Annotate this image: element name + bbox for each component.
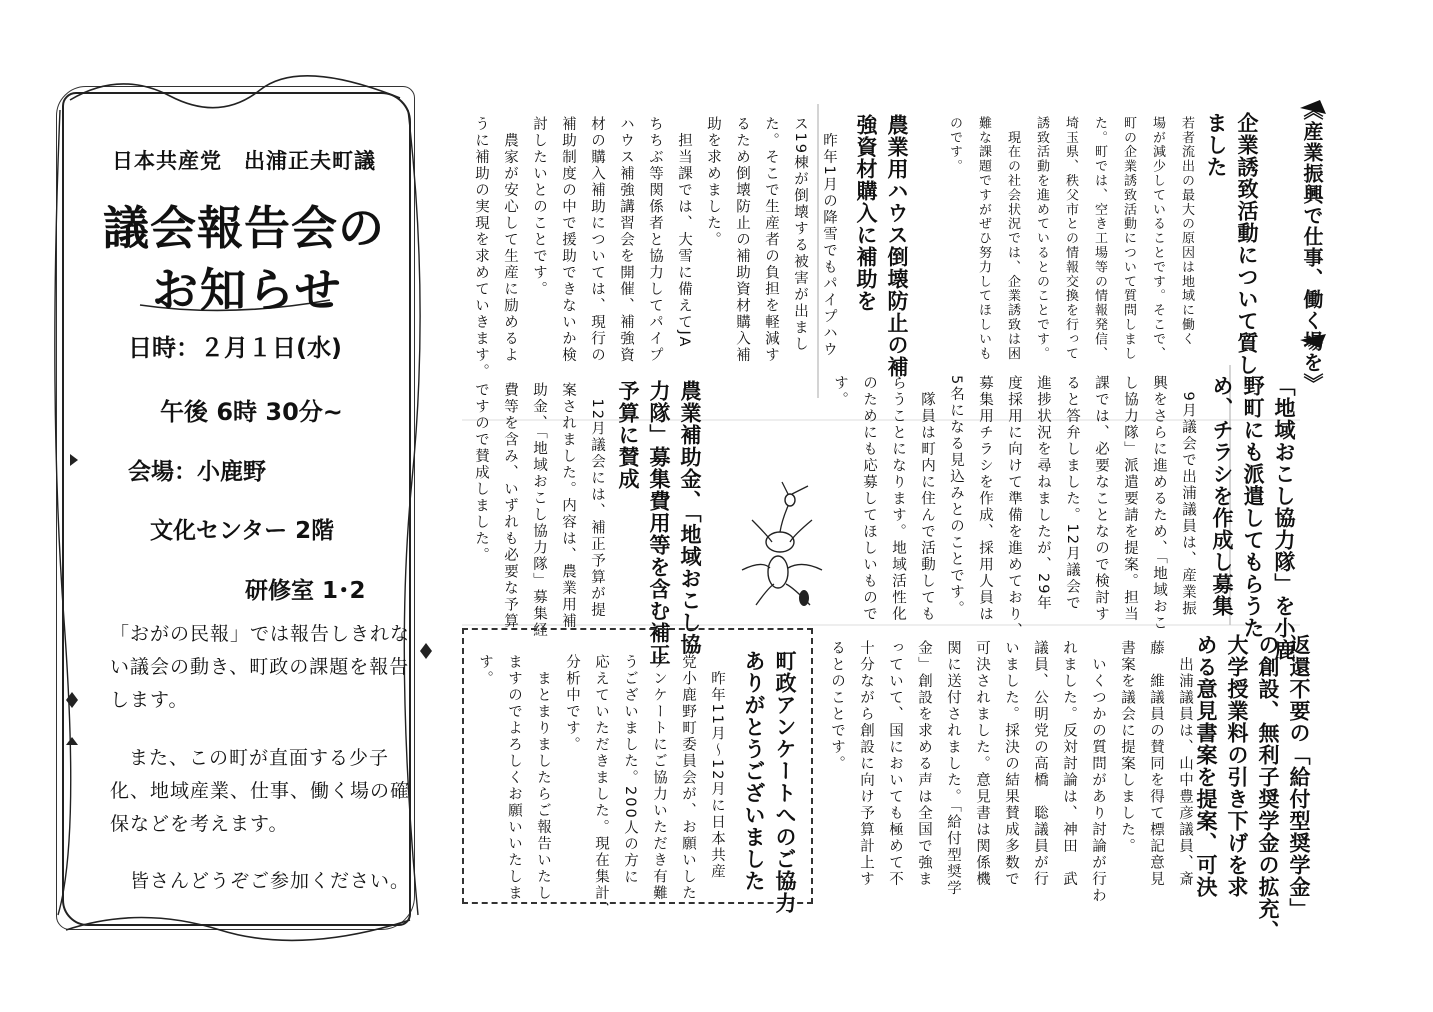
event-venue: 会場：小鹿野: [128, 459, 266, 485]
event-venue-room: 研修室 1･2: [245, 578, 366, 604]
section1-heading: 企業誘致活動について質し ました: [1204, 112, 1259, 376]
ant-illustration: [732, 480, 832, 620]
section2-heading: 農業用ハウス倒壊防止の補 強資材購入に補助を: [854, 114, 909, 378]
section-banner: 《産業振興で仕事、働く場を》: [1300, 100, 1324, 394]
section5-heading: 返還不要の「給付型奨学金」 の創設、無利子奨学金の拡充、 大学授業料の引き下げを求 める意見書案を提案、可決: [1194, 634, 1311, 942]
notice-paragraph-3: 皆さんどうぞご参加ください。: [130, 870, 411, 892]
section3-body: 9月議会で出浦議員は、産業振 興をさらに進めるため、「地域おこ し協力隊」派遣要請を提案。担当 課では、必要なことなので検討す ると答弁しました。12月議会で 進捗状況を尋ねましたが、29年 度採用に向けて準備を進めており、 募集用チラシを作成、採用人員は 5名になる見込みとのことです。 隊員は町内に住んで活動しても らうことになります。地域活性化 のためにも応募してほしいもので す。: [832, 375, 1196, 639]
section3-heading: 「地域おこし協力隊」を小鹿 野町にも派遣してもらうた め、チラシを作成し募集: [1210, 375, 1296, 661]
section6-heading: 町政アンケートへのご協力 ありがとうございました: [742, 650, 797, 914]
event-date: 日時：２月１日(水): [128, 334, 342, 362]
section4-heading: 農業補助金、「地域おこし協 力隊」募集費用等を含む補正 予算に賛成: [616, 380, 702, 666]
event-time: 午後 6時 30分~: [160, 398, 343, 426]
party-line: 日本共産党 出浦正夫町議: [112, 149, 376, 173]
notice-paragraph-1: 「おがの民報」では報告しきれない議会の動き、町政の課題を報告します。: [110, 623, 411, 711]
event-venue-building: 文化センター 2階: [150, 518, 335, 544]
notice-title-line2: お知らせ: [152, 263, 343, 317]
section6-body: 昨年11月～12月に日本共産 党小鹿野町委員会が、お願いした アンケートにご協力いただき有難 うございました。200人の方に 応えていただきました。現在集計、 分析中です。 まとまりましたらご報告いたし ますのでよろしくお願いいたしま す。: [477, 654, 725, 918]
section5-body: 出浦議員は、山中豊彦議員、斎 藤 維議員の賛同を得て標記意見 書案を議会に提案しました。 いくつかの質問があり討論が行わ れました。反対討論は、神田 武 議員、公明党の高橋 聡議員が行 いました。採決の結果賛成多数で 可決されました。意見書は関係機 関に送付されました。「給付型奨学 金」創設を求める声は全国で強ま っていて、国においても極めて不 十分ながら創設に向け予算計上す るとのことです。: [829, 640, 1193, 904]
section1-body: 若者流出の最大の原因は地域に働く 場が減少していることです。そこで、 町の企業誘致活動について質問しまし た。町では、空き工場等の情報発信、 埼玉県、秩父市との情報交換を行って 誘致活動を進めているとのことです。 現在の社会状況では、企業誘致は困 難な課題ですがぜひ努力してほしいも のです。: [947, 116, 1194, 361]
section4-body: 12月議会には、補正予算が提 案されました。内容は、農業用補 助金、「地域おこし協力隊」募集経 費等を含み、いずれも必要な予算 ですので賛成しました。: [473, 382, 605, 639]
notice-paragraph-2: また、この町が直面する少子化、地域産業、仕事、働く場の確保などを考えます。: [110, 747, 411, 835]
section2-body: 昨年1月の降雪でもパイプハウ ス19棟が倒壊する被害が出まし た。そこで生産者の負担を軽減す るため倒壊防止の補助資材購入補 助を求めました。 担当課では、大雪に備えてJA ちちぶ等関係者と協力してパイプ ハウス補強講習会を開催、補強資 材の購入補助については、現行の 補助制度の中で援助できないか検 討したいとのことです。 農家が安心して生産に励めるよ うに補助の実現を求めていきます。: [473, 116, 837, 380]
notice-title-line1: 議会報告会の: [103, 201, 385, 255]
